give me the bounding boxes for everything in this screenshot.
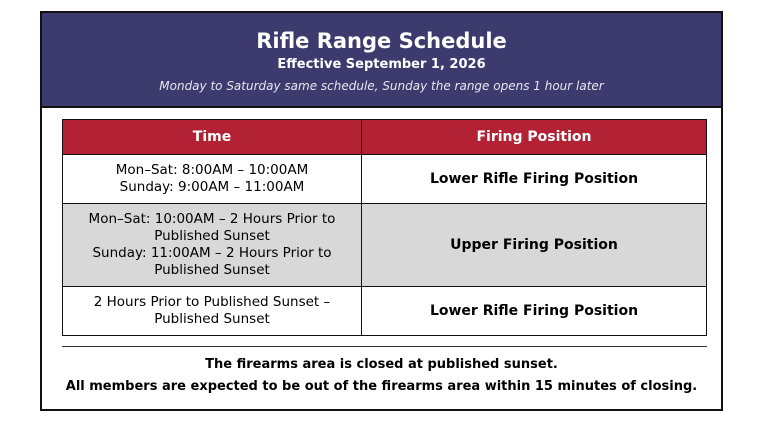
closing-notice: The firearms area is closed at published sunset.	[205, 357, 558, 372]
table-row	[63, 155, 707, 204]
schedule-note: Monday to Saturday same schedule, Sunday the range opens 1 hour later	[159, 79, 604, 93]
column-header-firing-position: Firing Position	[362, 120, 707, 155]
time-line: 2 Hours Prior to Published Sunset –	[93, 294, 331, 310]
time-line: Mon–Sat: 10:00AM – 2 Hours Prior to	[88, 211, 336, 227]
schedule-table	[62, 119, 707, 336]
time-line: Mon–Sat: 8:00AM – 10:00AM	[115, 162, 309, 178]
table-row	[63, 287, 707, 336]
firing-position-cell: Lower Rifle Firing Position	[362, 287, 707, 336]
firing-position-cell: Lower Rifle Firing Position	[362, 155, 707, 204]
schedule-header	[42, 13, 721, 108]
table-header-row	[63, 120, 707, 155]
time-cell	[63, 204, 362, 287]
time-line: Published Sunset	[154, 311, 270, 327]
time-line: Sunday: 9:00AM – 11:00AM	[119, 179, 305, 195]
time-line: Sunday: 11:00AM – 2 Hours Prior to	[92, 245, 332, 261]
firing-position-cell: Upper Firing Position	[362, 204, 707, 287]
page-title: Rifle Range Schedule	[256, 29, 507, 53]
footer-divider	[62, 346, 707, 347]
time-cell	[63, 287, 362, 336]
effective-date: Effective September 1, 2026	[277, 57, 486, 72]
schedule-card	[40, 11, 723, 411]
time-line: Published Sunset	[154, 262, 270, 278]
table-row	[63, 204, 707, 287]
time-line: Published Sunset	[154, 228, 270, 244]
time-cell	[63, 155, 362, 204]
column-header-time: Time	[63, 120, 362, 155]
exit-notice: All members are expected to be out of the firearms area within 15 minutes of closing.	[65, 379, 698, 394]
